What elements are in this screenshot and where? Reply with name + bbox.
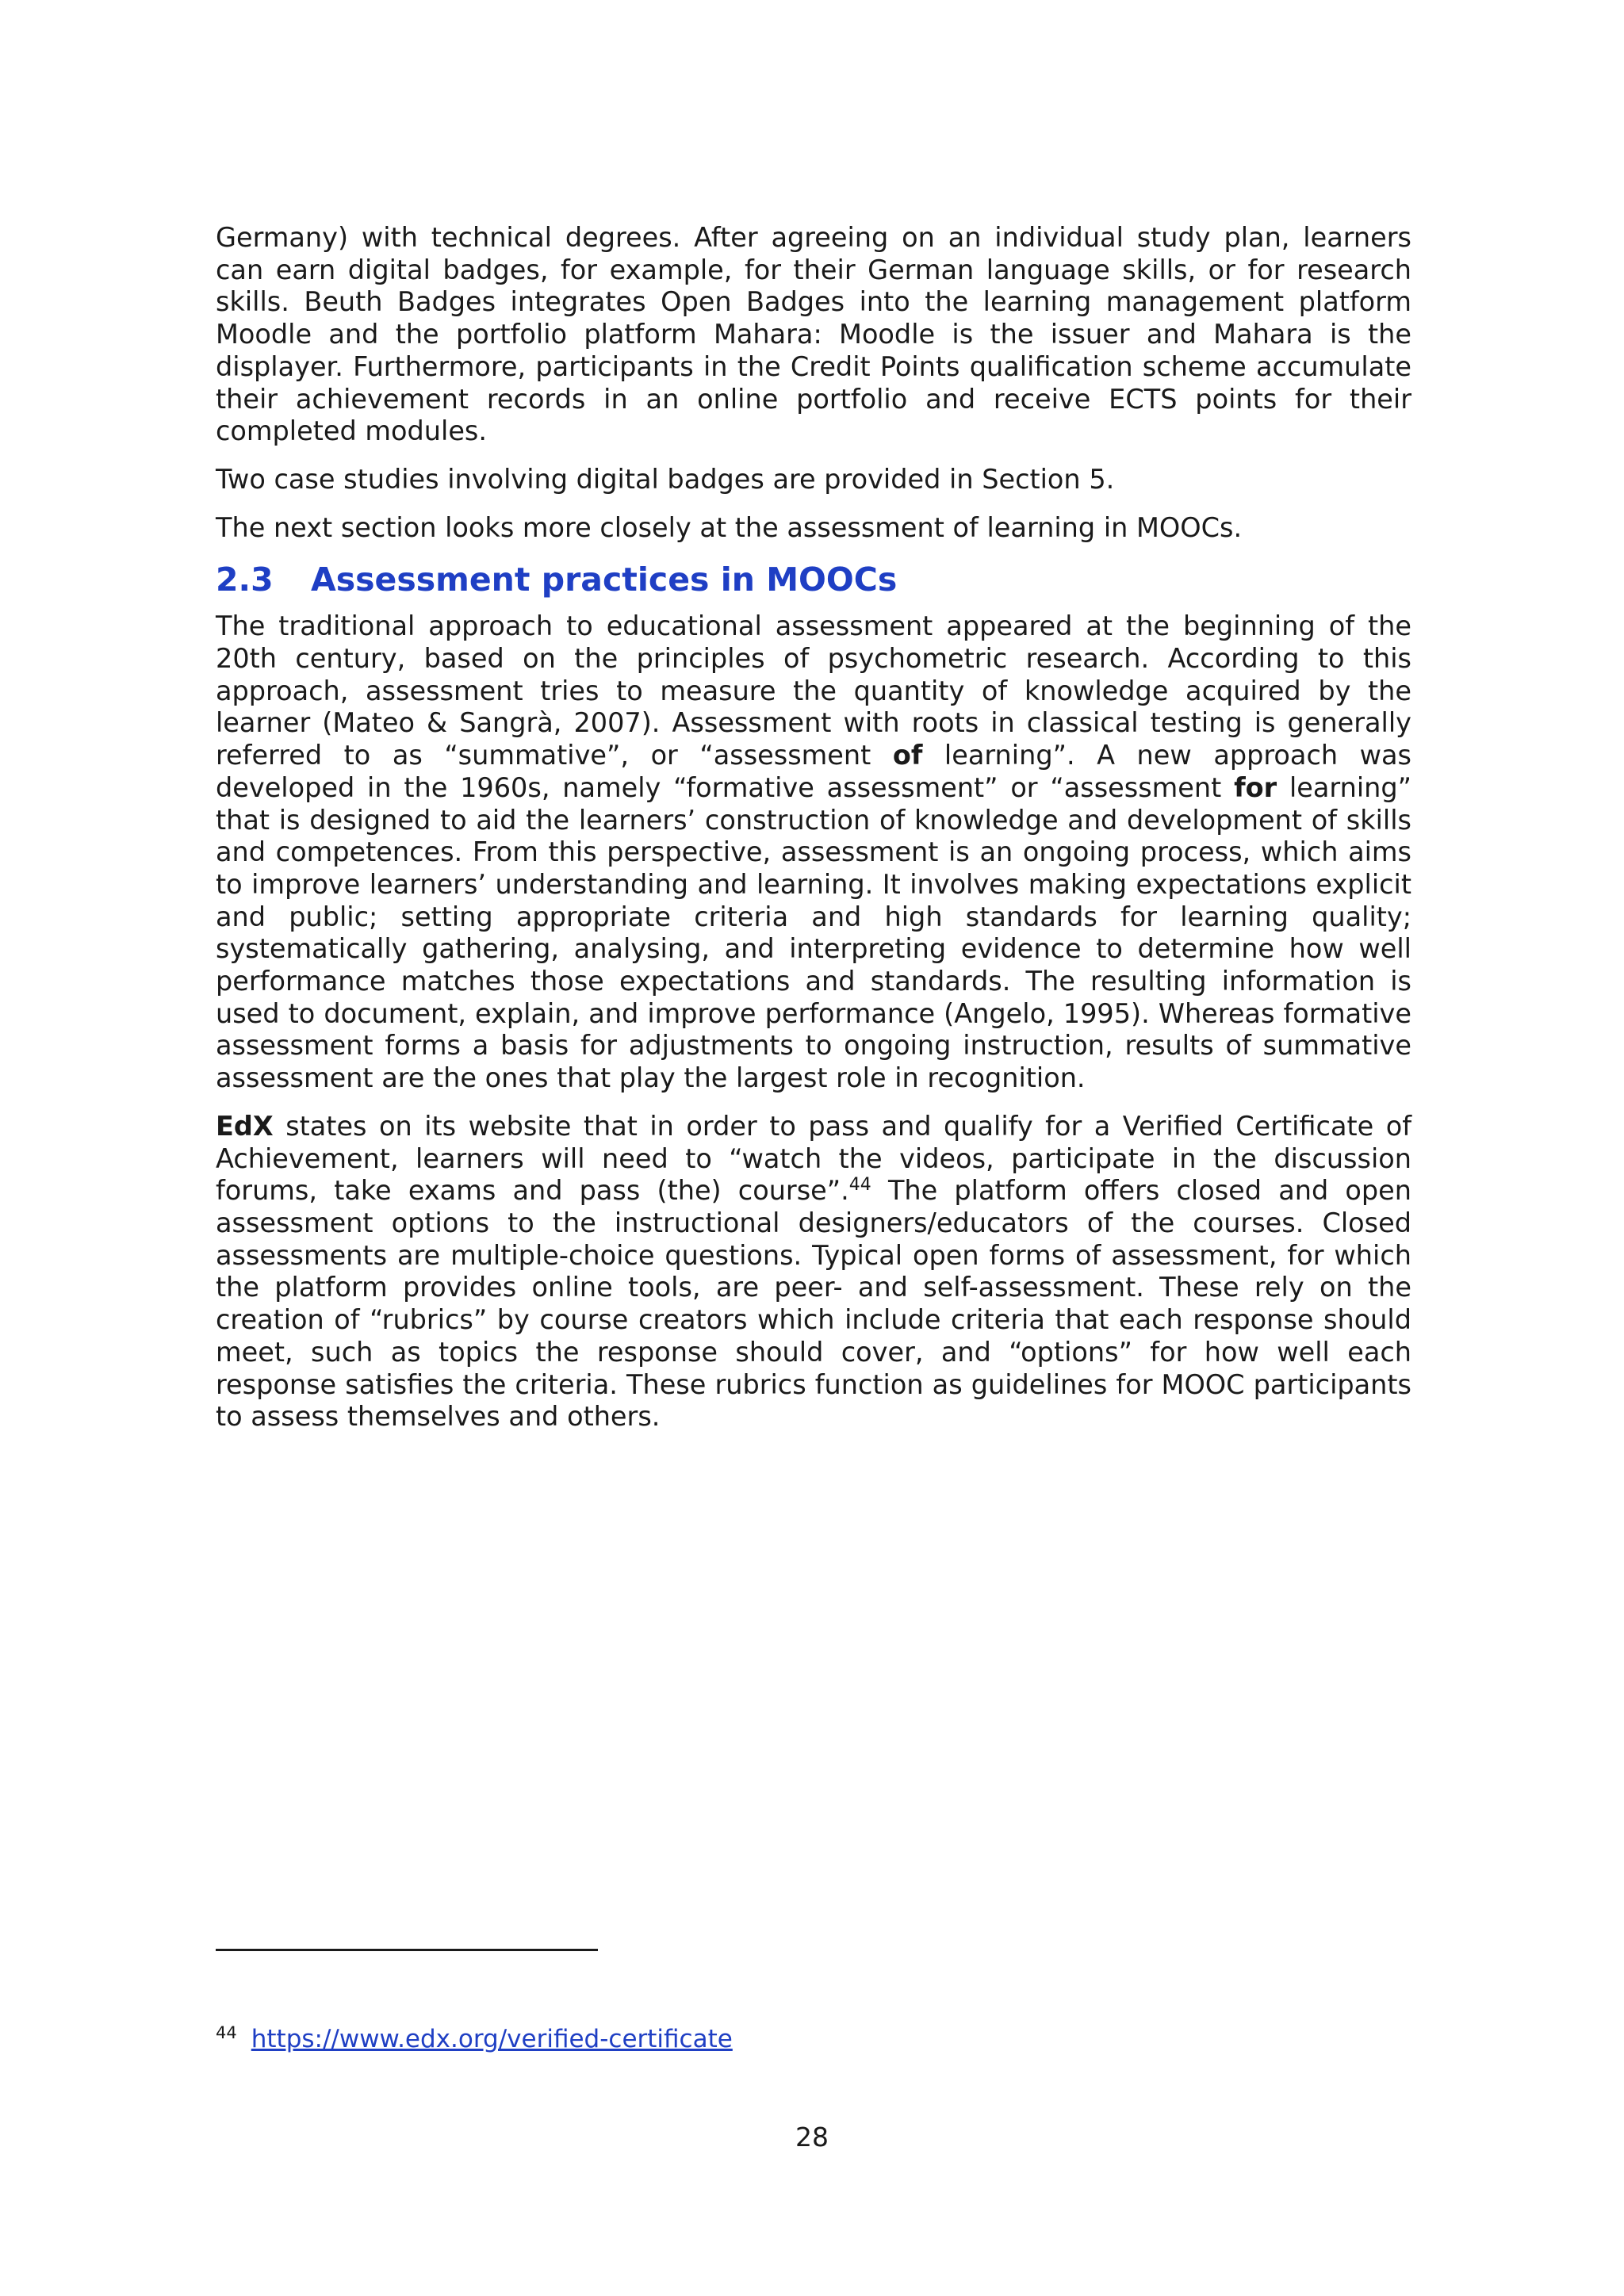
bold-term-edx: EdX (216, 1110, 274, 1142)
footnote-number: 44 (216, 2022, 237, 2042)
footnote-reference[interactable]: 44 (848, 1175, 871, 1196)
section-title: Assessment practices in MOOCs (311, 561, 898, 599)
bold-term-of: of (892, 740, 923, 771)
text-run: The platform offers closed and open assessment options to the instructional designers/educators of the courses. Closed assessments are multiple-choice questions. Typical open forms of assessment, for which the platform provides online tools, are peer- and self-assessment. These rely on the creation of “rubrics” by course creators which include criteria that each response should meet, such as topics the response should cover, and “options” for how well each response satisfies the criteria. These rubrics function as guidelines for MOOC participants to assess themselves and others. (216, 1175, 1411, 1433)
paragraph-case-studies: Two case studies involving digital badges are provided in Section 5. (216, 463, 1115, 495)
section-heading (216, 560, 1411, 599)
paragraph-beuth-badges: Germany) with technical degrees. After agreeing on an individual study plan, learners can earn digital badges, for example, for their German language skills, or for research skills. Beuth Badges integrates Open Badges into the learning management platform Moodle and the portfolio platform Mahara: Moodle is the issuer and Mahara is the displayer. Furthermore, participants in the Credit Points qualification scheme accumulate their achievement records in an online portfolio and receive ECTS points for their completed modules. (216, 222, 1411, 447)
text-run: states on its website that in order to pass and qualify for a Verified Certificate of Achievement, learners will need to “watch the videos, participate in the discussion forums, take exams and pass (the) course”. (216, 1110, 1411, 1207)
paragraph-traditional-approach (216, 610, 1411, 1095)
footnote (216, 2023, 733, 2055)
section-number: 2.3 (216, 561, 274, 599)
page-content (216, 222, 1411, 1449)
text-run: learning” that is designed to aid the learners’ construction of knowledge and development of skills and competences. From this perspective, assessment is an ongoing process, which aims to improve learners’ understanding and learning. It involves making expectations explicit and public; setting appropriate criteria and high standards for learning quality; systematically gathering, analysing, and interpreting evidence to determine how well performance matches those expectations and standards. The resulting information is used to document, explain, and improve performance (Angelo, 1995). Whereas formative assessment forms a basis for adjustments to ongoing instruction, results of summative assessment are the ones that play the largest role in recognition. (216, 771, 1411, 1094)
bold-term-for: for (1234, 771, 1277, 803)
page-number: 28 (795, 2122, 829, 2152)
footnote-separator (216, 1949, 598, 1951)
footnote-link[interactable]: https://www.edx.org/verified-certificate (251, 2025, 733, 2053)
paragraph-next-section: The next section looks more closely at the assessment of learning in MOOCs. (216, 511, 1243, 543)
text-run: learning”. A new approach was developed in the 1960s, namely “formative assessment” or “assessment (216, 740, 1411, 803)
text-run: The traditional approach to educational assessment appeared at the beginning of the 20th century, based on the principles of psychometric research. According to this approach, assessment tries to measure the quantity of knowledge acquired by the learner (Mateo & Sangrà, 2007). Assessment with roots in classical testing is generally referred to as “summative”, or “assessment (216, 610, 1411, 771)
paragraph-edx (216, 1111, 1411, 1433)
